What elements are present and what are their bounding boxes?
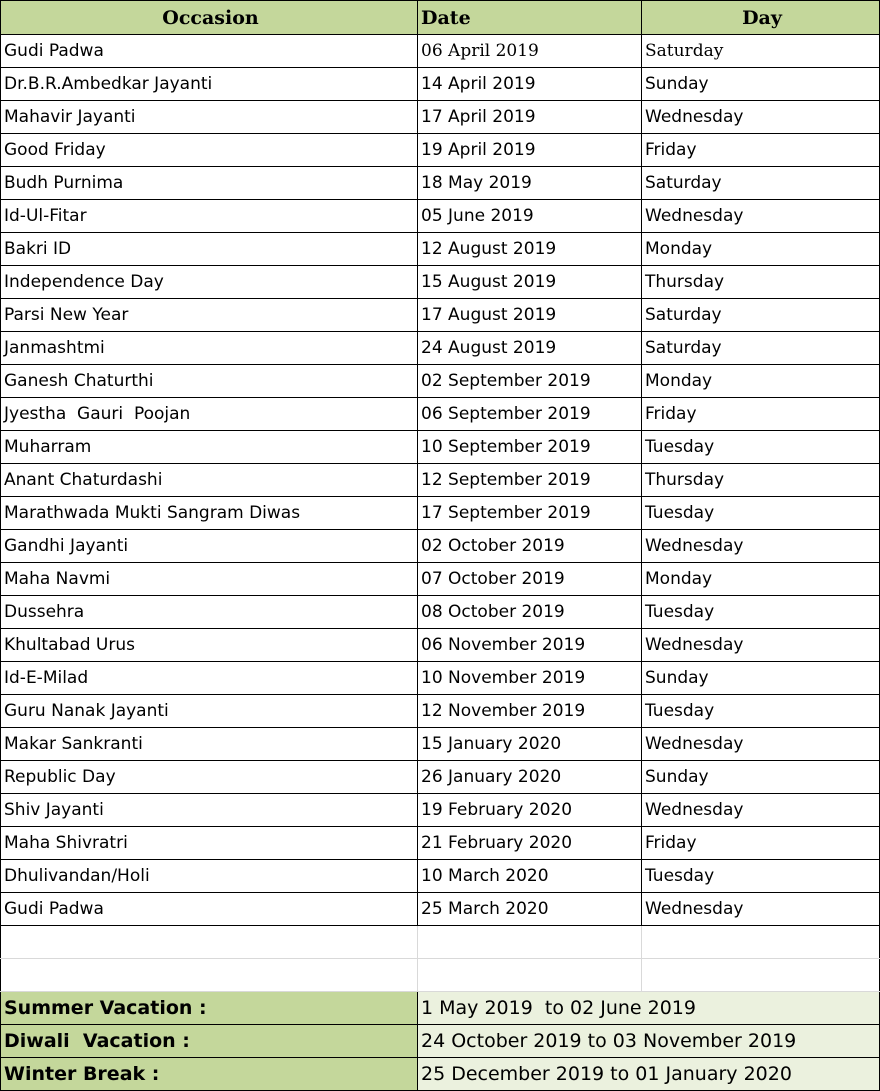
table-row xyxy=(1,101,880,134)
occasion-cell: Mahavir Jayanti xyxy=(1,101,418,134)
table-row xyxy=(1,167,880,200)
table-row xyxy=(1,134,880,167)
date-cell: 14 April 2019 xyxy=(418,68,642,101)
vacation-label: Winter Break : xyxy=(1,1058,418,1091)
table-row xyxy=(1,827,880,860)
occasion-cell: Dussehra xyxy=(1,596,418,629)
date-cell: 06 September 2019 xyxy=(418,398,642,431)
date-cell: 24 August 2019 xyxy=(418,332,642,365)
table-row xyxy=(1,365,880,398)
vacation-row-summer xyxy=(1,992,880,1025)
table-row xyxy=(1,794,880,827)
day-cell: Saturday xyxy=(642,332,880,365)
date-cell: 17 April 2019 xyxy=(418,101,642,134)
occasion-cell: Dhulivandan/Holi xyxy=(1,860,418,893)
day-cell: Wednesday xyxy=(642,728,880,761)
occasion-cell: Gudi Padwa xyxy=(1,893,418,926)
vacation-row-winter xyxy=(1,1058,880,1091)
table-row xyxy=(1,266,880,299)
table-row xyxy=(1,233,880,266)
occasion-cell: Makar Sankranti xyxy=(1,728,418,761)
table-row xyxy=(1,398,880,431)
table-row xyxy=(1,728,880,761)
table-row xyxy=(1,35,880,68)
date-cell: 10 March 2020 xyxy=(418,860,642,893)
vacation-range: 24 October 2019 to 03 November 2019 xyxy=(418,1025,880,1058)
occasion-cell: Janmashtmi xyxy=(1,332,418,365)
day-cell: Saturday xyxy=(642,299,880,332)
empty-cell xyxy=(642,959,880,992)
day-cell: Thursday xyxy=(642,464,880,497)
date-cell: 19 April 2019 xyxy=(418,134,642,167)
empty-row xyxy=(1,959,880,992)
date-cell: 06 April 2019 xyxy=(418,35,642,68)
day-cell: Saturday xyxy=(642,35,880,68)
table-row xyxy=(1,200,880,233)
date-cell: 17 August 2019 xyxy=(418,299,642,332)
date-cell: 02 October 2019 xyxy=(418,530,642,563)
date-cell: 12 August 2019 xyxy=(418,233,642,266)
occasion-cell: Jyestha Gauri Poojan xyxy=(1,398,418,431)
day-cell: Sunday xyxy=(642,68,880,101)
day-cell: Friday xyxy=(642,827,880,860)
header-occasion: Occasion xyxy=(1,1,418,35)
header-date: Date xyxy=(418,1,642,35)
table-row xyxy=(1,596,880,629)
day-cell: Tuesday xyxy=(642,596,880,629)
day-cell: Wednesday xyxy=(642,200,880,233)
occasion-cell: Khultabad Urus xyxy=(1,629,418,662)
table-row xyxy=(1,431,880,464)
occasion-cell: Marathwada Mukti Sangram Diwas xyxy=(1,497,418,530)
date-cell: 15 August 2019 xyxy=(418,266,642,299)
date-cell: 17 September 2019 xyxy=(418,497,642,530)
date-cell: 19 February 2020 xyxy=(418,794,642,827)
table-row xyxy=(1,497,880,530)
date-cell: 25 March 2020 xyxy=(418,893,642,926)
date-cell: 08 October 2019 xyxy=(418,596,642,629)
table-row xyxy=(1,464,880,497)
occasion-cell: Muharram xyxy=(1,431,418,464)
vacation-label: Summer Vacation : xyxy=(1,992,418,1025)
occasion-cell: Shiv Jayanti xyxy=(1,794,418,827)
day-cell: Wednesday xyxy=(642,101,880,134)
date-cell: 07 October 2019 xyxy=(418,563,642,596)
empty-cell xyxy=(418,959,642,992)
day-cell: Friday xyxy=(642,398,880,431)
date-cell: 18 May 2019 xyxy=(418,167,642,200)
empty-cell xyxy=(642,926,880,959)
day-cell: Sunday xyxy=(642,761,880,794)
table-row xyxy=(1,299,880,332)
occasion-cell: Gandhi Jayanti xyxy=(1,530,418,563)
table-row xyxy=(1,530,880,563)
occasion-cell: Bakri ID xyxy=(1,233,418,266)
date-cell: 10 November 2019 xyxy=(418,662,642,695)
day-cell: Tuesday xyxy=(642,431,880,464)
date-cell: 02 September 2019 xyxy=(418,365,642,398)
occasion-cell: Budh Purnima xyxy=(1,167,418,200)
occasion-cell: Gudi Padwa xyxy=(1,35,418,68)
date-cell: 21 February 2020 xyxy=(418,827,642,860)
occasion-cell: Dr.B.R.Ambedkar Jayanti xyxy=(1,68,418,101)
occasion-cell: Anant Chaturdashi xyxy=(1,464,418,497)
vacation-row-diwali xyxy=(1,1025,880,1058)
empty-cell xyxy=(1,959,418,992)
header-row xyxy=(1,1,880,35)
occasion-cell: Ganesh Chaturthi xyxy=(1,365,418,398)
date-cell: 05 June 2019 xyxy=(418,200,642,233)
day-cell: Wednesday xyxy=(642,794,880,827)
occasion-cell: Parsi New Year xyxy=(1,299,418,332)
occasion-cell: Maha Shivratri xyxy=(1,827,418,860)
day-cell: Sunday xyxy=(642,662,880,695)
day-cell: Monday xyxy=(642,563,880,596)
day-cell: Wednesday xyxy=(642,893,880,926)
vacation-range: 1 May 2019 to 02 June 2019 xyxy=(418,992,880,1025)
day-cell: Wednesday xyxy=(642,629,880,662)
occasion-cell: Maha Navmi xyxy=(1,563,418,596)
table-row xyxy=(1,662,880,695)
occasion-cell: Guru Nanak Jayanti xyxy=(1,695,418,728)
day-cell: Wednesday xyxy=(642,530,880,563)
table-row xyxy=(1,860,880,893)
date-cell: 26 January 2020 xyxy=(418,761,642,794)
day-cell: Tuesday xyxy=(642,497,880,530)
day-cell: Thursday xyxy=(642,266,880,299)
table-row xyxy=(1,893,880,926)
date-cell: 12 September 2019 xyxy=(418,464,642,497)
day-cell: Saturday xyxy=(642,167,880,200)
table-row xyxy=(1,332,880,365)
empty-cell xyxy=(1,926,418,959)
empty-cell xyxy=(418,926,642,959)
occasion-cell: Good Friday xyxy=(1,134,418,167)
occasion-cell: Id-Ul-Fitar xyxy=(1,200,418,233)
table-row xyxy=(1,761,880,794)
occasion-cell: Id-E-Milad xyxy=(1,662,418,695)
empty-row xyxy=(1,926,880,959)
date-cell: 15 January 2020 xyxy=(418,728,642,761)
date-cell: 06 November 2019 xyxy=(418,629,642,662)
day-cell: Tuesday xyxy=(642,695,880,728)
day-cell: Tuesday xyxy=(642,860,880,893)
date-cell: 12 November 2019 xyxy=(418,695,642,728)
occasion-cell: Independence Day xyxy=(1,266,418,299)
table-row xyxy=(1,695,880,728)
vacation-range: 25 December 2019 to 01 January 2020 xyxy=(418,1058,880,1091)
day-cell: Monday xyxy=(642,365,880,398)
table-row xyxy=(1,629,880,662)
day-cell: Monday xyxy=(642,233,880,266)
date-cell: 10 September 2019 xyxy=(418,431,642,464)
vacation-label: Diwali Vacation : xyxy=(1,1025,418,1058)
table-row xyxy=(1,68,880,101)
day-cell: Friday xyxy=(642,134,880,167)
occasion-cell: Republic Day xyxy=(1,761,418,794)
header-day: Day xyxy=(642,1,880,35)
table-row xyxy=(1,563,880,596)
